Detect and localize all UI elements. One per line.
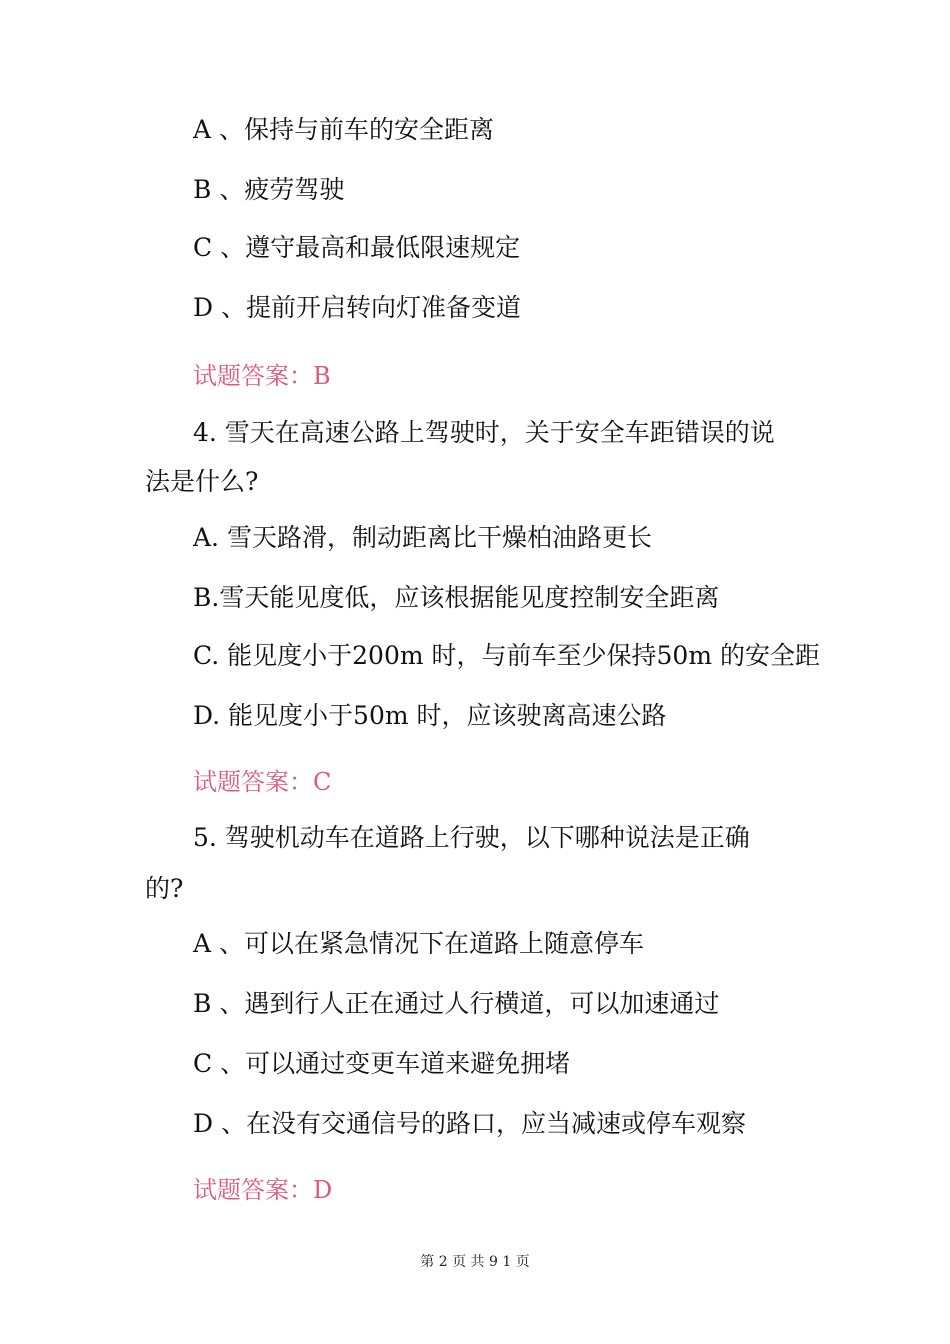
q4-option-c: C. 能见度小于200m 时，与前车至少保持50m 的安全距 xyxy=(193,641,820,670)
q4-answer: 试题答案：C xyxy=(193,768,332,796)
page-footer: 第 2 页 共 9 1 页 xyxy=(420,1254,530,1270)
q5-answer: 试题答案：D xyxy=(193,1176,333,1204)
q3-answer: 试题答案：B xyxy=(193,362,331,390)
q4-option-a: A. 雪天路滑，制动距离比干燥柏油路更长 xyxy=(193,523,652,552)
q5-option-c: C 、可以通过变更车道来避免拥堵 xyxy=(193,1049,571,1078)
q4-option-b: B.雪天能见度低，应该根据能见度控制安全距离 xyxy=(193,583,720,612)
q5-option-b: B 、遇到行人正在通过人行横道，可以加速通过 xyxy=(193,989,720,1018)
q4-question-line2: 法是什么? xyxy=(145,467,259,496)
q4-question-line1: 4. 雪天在高速公路上驾驶时，关于安全车距错误的说 xyxy=(193,418,775,447)
q5-option-a: A 、可以在紧急情况下在道路上随意停车 xyxy=(193,929,645,958)
q3-option-d: D 、提前开启转向灯准备变道 xyxy=(193,293,521,322)
q3-option-c: C 、遵守最高和最低限速规定 xyxy=(193,233,521,262)
q5-option-d: D 、在没有交通信号的路口，应当减速或停车观察 xyxy=(193,1109,746,1138)
q5-question-line2: 的? xyxy=(145,874,184,903)
q4-option-d: D. 能见度小于50m 时，应该驶离高速公路 xyxy=(193,701,667,730)
q3-option-b: B 、疲劳驾驶 xyxy=(193,175,345,204)
q5-question-line1: 5. 驾驶机动车在道路上行驶，以下哪种说法是正确 xyxy=(193,823,750,852)
q3-option-a: A 、保持与前车的安全距离 xyxy=(193,115,495,144)
